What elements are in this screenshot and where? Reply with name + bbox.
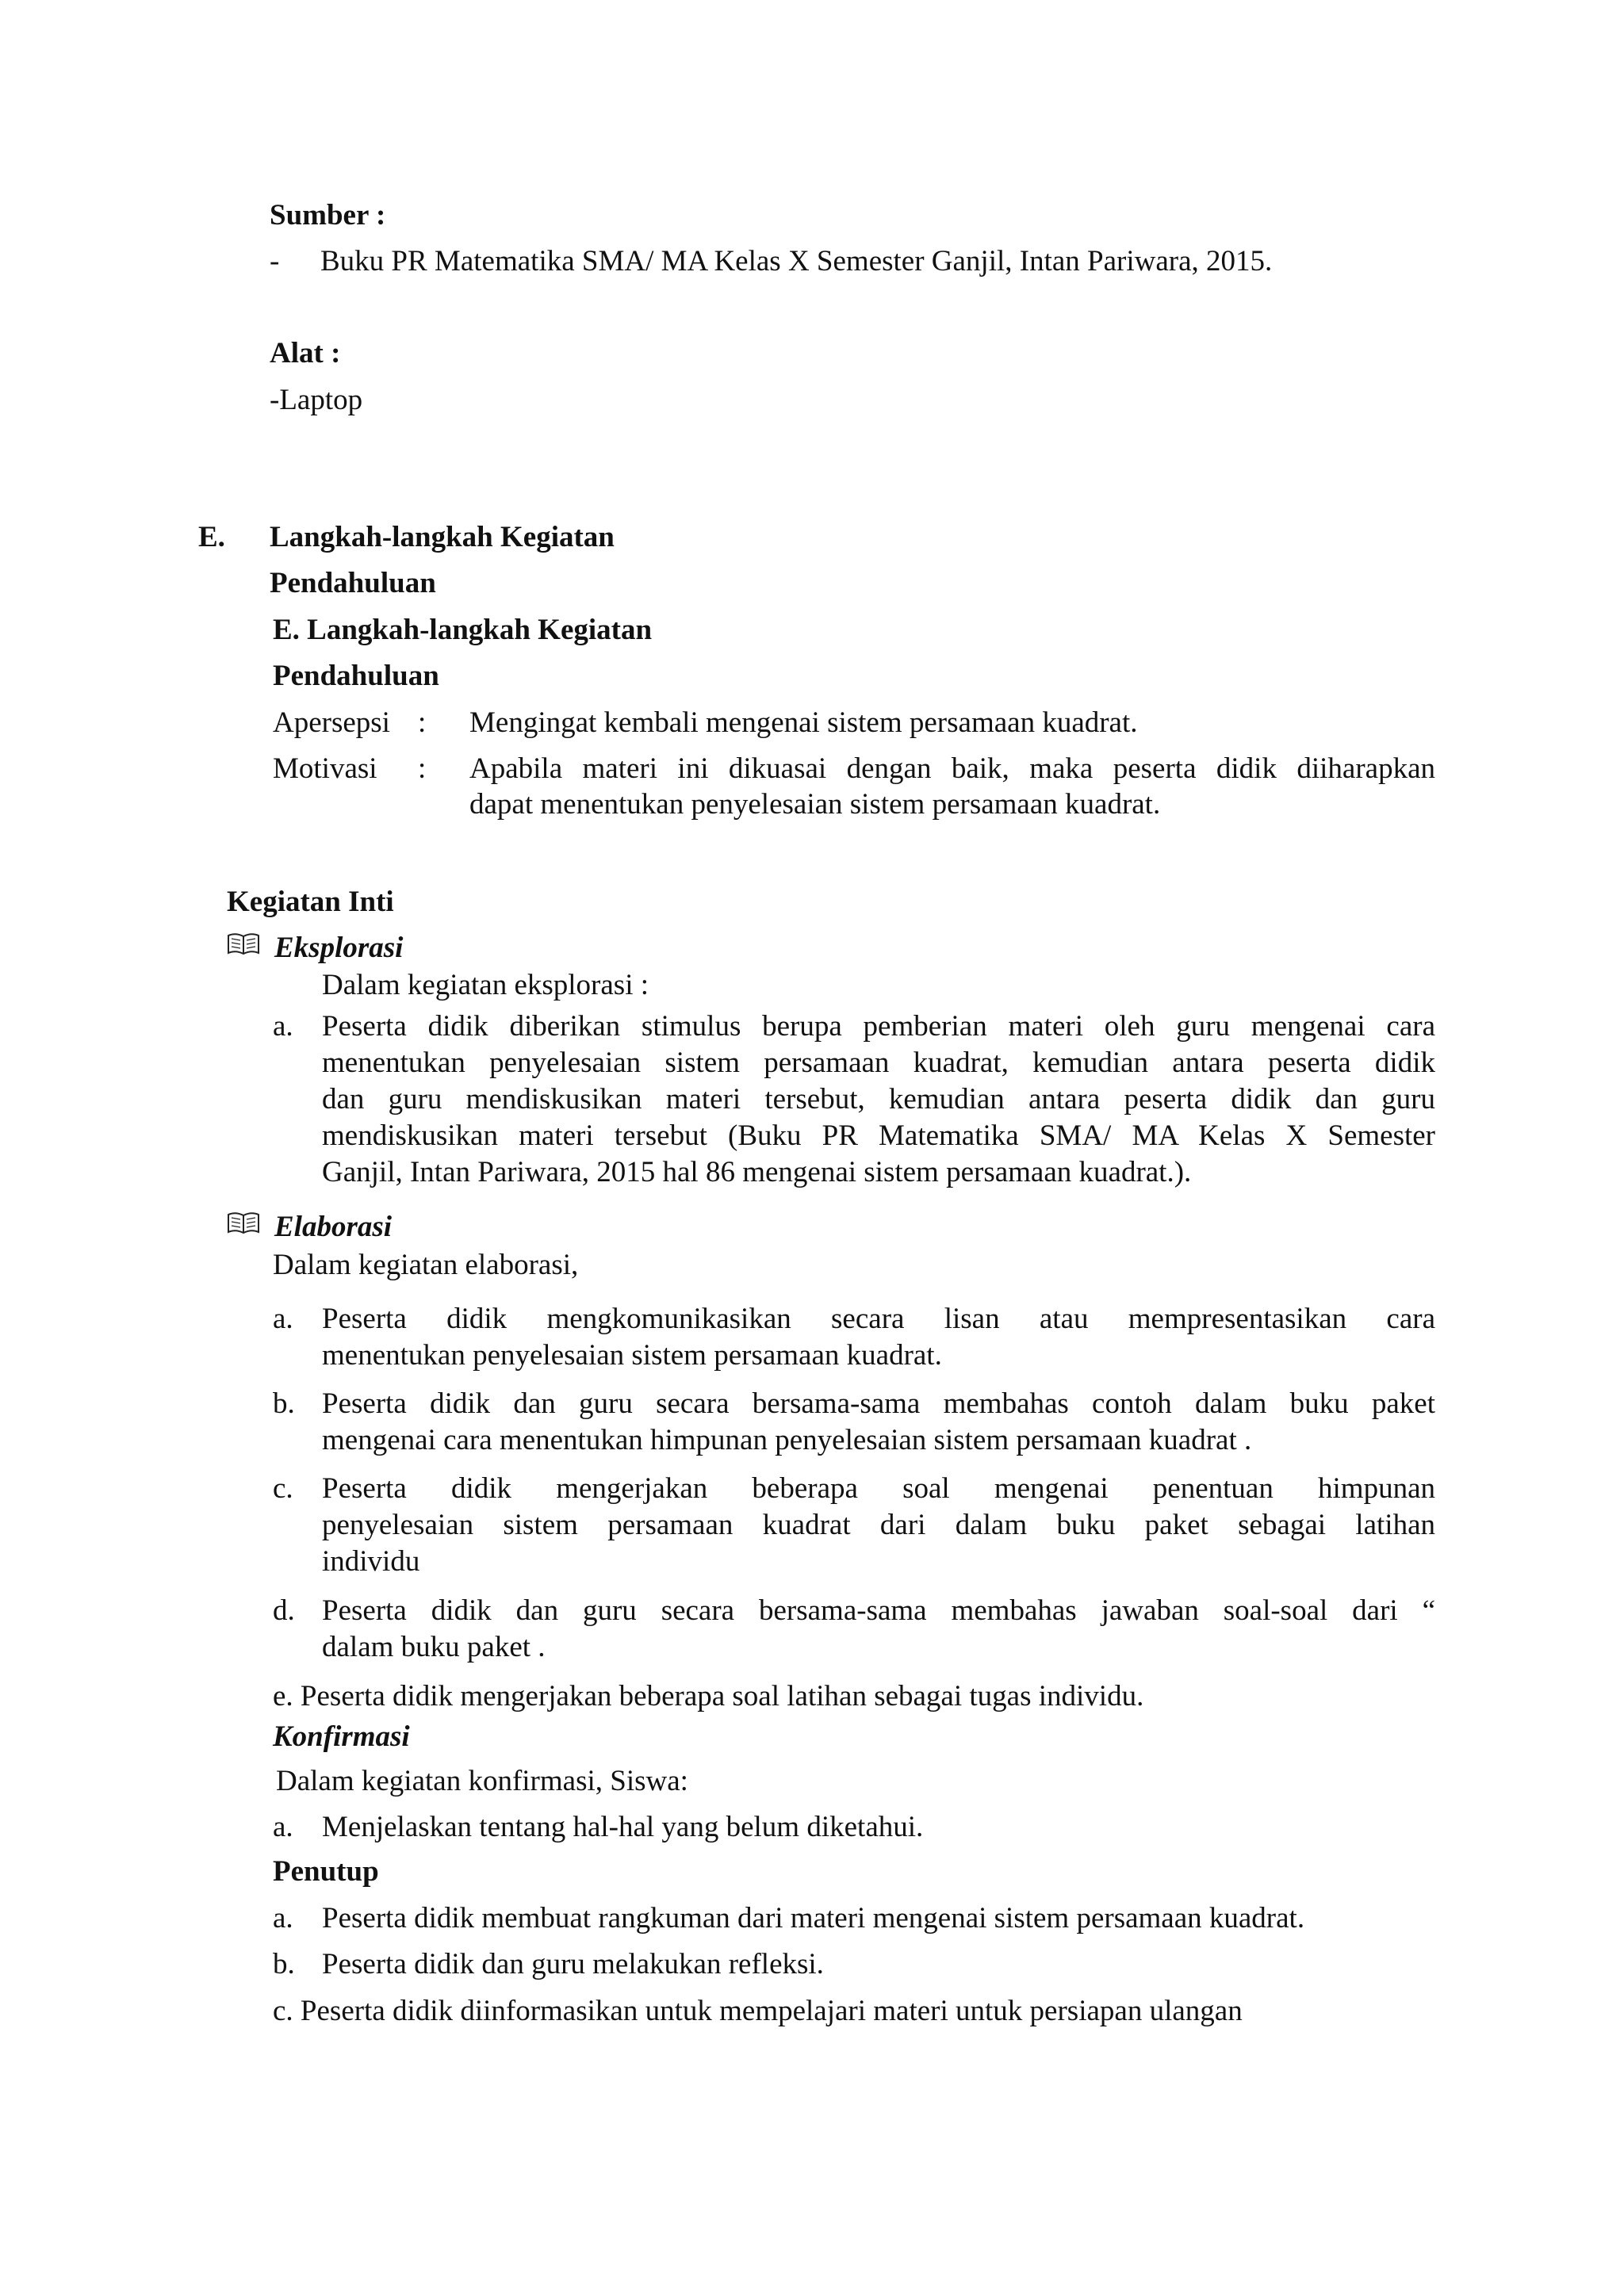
elaborasi-intro: Dalam kegiatan elaborasi,	[273, 1249, 579, 1281]
eksplorasi-a-line: Peserta didik diberikan stimulus berupa pemberian materi oleh guru mengenai cara	[322, 1010, 1435, 1043]
konfirmasi-intro: Dalam kegiatan konfirmasi, Siswa:	[276, 1765, 688, 1797]
penutup-c-item: c. Peserta didik diinformasikan untuk mempelajari materi untuk persiapan ulangan	[273, 1995, 1243, 2027]
elaborasi-e-item: e. Peserta didik mengerjakan beberapa soal latihan sebagai tugas individu.	[273, 1680, 1144, 1712]
motivasi-label: Motivasi	[273, 752, 377, 785]
elaborasi-a-marker: a.	[273, 1303, 293, 1335]
eksplorasi-a-line: dan guru mendiskusikan materi tersebut, kemudian antara peserta didik dan guru	[322, 1083, 1435, 1115]
kegiatan-inti-heading: Kegiatan Inti	[227, 886, 394, 918]
apersepsi-text: Mengingat kembali mengenai sistem persamaan kuadrat.	[469, 706, 1138, 739]
elaborasi-c-marker: c.	[273, 1472, 293, 1505]
elaborasi-b-line: Peserta didik dan guru secara bersama-sama membahas contoh dalam buku paket	[322, 1387, 1435, 1420]
sumber-heading: Sumber :	[270, 199, 386, 232]
sumber-item: Buku PR Matematika SMA/ MA Kelas X Semester Ganjil, Intan Pariwara, 2015.	[320, 245, 1273, 277]
alat-item: -Laptop	[270, 384, 363, 416]
konfirmasi-a-marker: a.	[273, 1811, 293, 1843]
elaborasi-b-marker: b.	[273, 1387, 295, 1420]
apersepsi-colon: :	[418, 706, 427, 739]
motivasi-line-1: Apabila materi ini dikuasai dengan baik, maka peserta didik diiharapkan	[469, 752, 1435, 785]
elaborasi-c-line: Peserta didik mengerjakan beberapa soal mengenai penentuan himpunan	[322, 1472, 1435, 1505]
eksplorasi-title: Eksplorasi	[274, 932, 404, 964]
penutup-a-marker: a.	[273, 1902, 293, 1934]
elaborasi-a-line: menentukan penyelesaian sistem persamaan kuadrat.	[322, 1339, 942, 1372]
elaborasi-d-line: dalam buku paket .	[322, 1631, 546, 1663]
book-icon	[227, 932, 260, 956]
section-e-subtitle: Pendahuluan	[270, 567, 436, 599]
eksplorasi-intro: Dalam kegiatan eksplorasi :	[322, 969, 649, 1001]
konfirmasi-title: Konfirmasi	[273, 1720, 410, 1753]
elaborasi-c-line: penyelesaian sistem persamaan kuadrat dari dalam buku paket sebagai latihan	[322, 1509, 1435, 1541]
eksplorasi-a-line: Ganjil, Intan Pariwara, 2015 hal 86 mengenai sistem persamaan kuadrat.).	[322, 1156, 1192, 1188]
eksplorasi-a-line: menentukan penyelesaian sistem persamaan kuadrat, kemudian antara peserta didik	[322, 1047, 1435, 1079]
elaborasi-c-line: individu	[322, 1545, 420, 1578]
konfirmasi-a-text: Menjelaskan tentang hal-hal yang belum diketahui.	[322, 1811, 924, 1843]
section-e-title: Langkah-langkah Kegiatan	[270, 521, 615, 553]
motivasi-line-2: dapat menentukan penyelesaian sistem persamaan kuadrat.	[469, 788, 1161, 821]
section-e-subtitle-repeat: Pendahuluan	[273, 660, 439, 692]
apersepsi-label: Apersepsi	[273, 706, 390, 739]
elaborasi-a-line: Peserta didik mengkomunikasikan secara lisan atau mempresentasikan cara	[322, 1303, 1435, 1335]
elaborasi-b-line: mengenai cara menentukan himpunan penyelesaian sistem persamaan kuadrat .	[322, 1424, 1252, 1456]
section-e-title-repeat: E. Langkah-langkah Kegiatan	[273, 614, 653, 646]
eksplorasi-a-marker: a.	[273, 1010, 293, 1043]
penutup-b-marker: b.	[273, 1948, 295, 1980]
motivasi-colon: :	[418, 752, 427, 785]
section-e-marker: E.	[198, 521, 225, 553]
sumber-dash: -	[270, 245, 280, 277]
elaborasi-title: Elaborasi	[274, 1211, 393, 1243]
eksplorasi-a-line: mendiskusikan materi tersebut (Buku PR Matematika SMA/ MA Kelas X Semester	[322, 1119, 1435, 1152]
elaborasi-d-marker: d.	[273, 1594, 295, 1627]
book-icon	[227, 1211, 260, 1235]
penutup-b-text: Peserta didik dan guru melakukan refleksi.	[322, 1948, 824, 1980]
penutup-a-text: Peserta didik membuat rangkuman dari materi mengenai sistem persamaan kuadrat.	[322, 1902, 1305, 1934]
penutup-heading: Penutup	[273, 1855, 379, 1888]
elaborasi-d-line: Peserta didik dan guru secara bersama-sama membahas jawaban soal-soal dari “	[322, 1594, 1435, 1627]
alat-heading: Alat :	[270, 337, 341, 369]
